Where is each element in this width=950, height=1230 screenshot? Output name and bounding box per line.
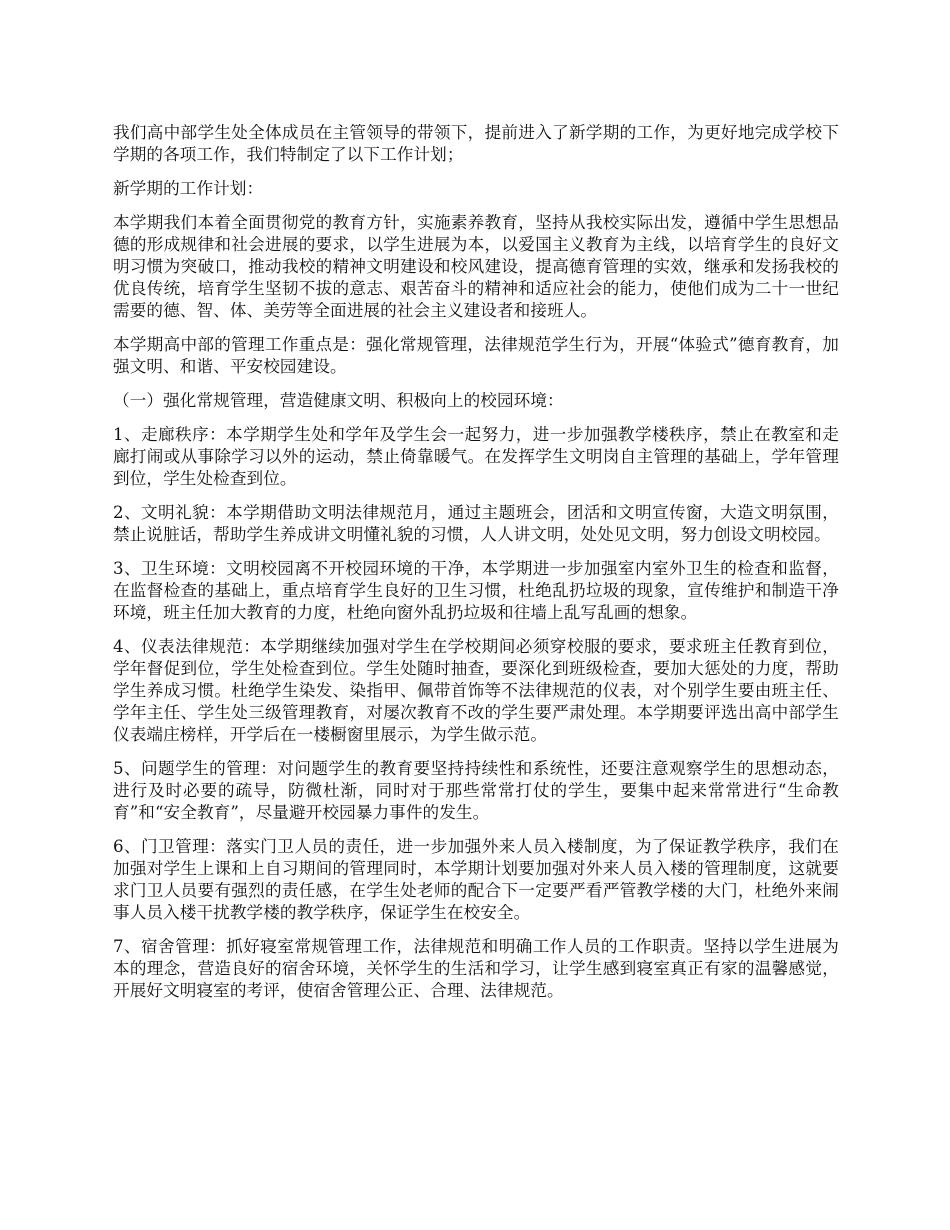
item-hygiene: 3、卫生环境：文明校园离不开校园环境的干净，本学期进一步加强室内室外卫生的检查和监督，在监督检查的基础上，重点培育学生良好的卫生习惯，杜绝乱扔垃圾的现象，宣传维护和制造干净环境，班主任加大教育的力度，杜绝向窗外乱扔垃圾和往墙上乱写乱画的想象。 (113, 559, 839, 622)
intro-paragraph: 我们高中部学生处全体成员在主管领导的带领下，提前进入了新学期的工作，为更好地完成学校下学期的各项工作，我们特制定了以下工作计划； (113, 123, 839, 164)
item-gatekeeping: 6、门卫管理：落实门卫人员的责任，进一步加强外来人员入楼制度，为了保证教学秩序，我们在加强对学生上课和上自习期间的管理同时，本学期计划要加强对外来人员入楼的管理制度，这就要求门卫人员要有强烈的责任感，在学生处老师的配合下一定要严看严管教学楼的大门，杜绝外来闹事人员入楼干扰教学楼的教学秩序，保证学生在校安全。 (113, 837, 839, 922)
management-focus-paragraph: 本学期高中部的管理工作重点是：强化常规管理，法律规范学生行为，开展“体验式”德育教育，加强文明、和谐、平安校园建设。 (113, 335, 839, 376)
item-appearance: 4、仪表法律规范：本学期继续加强对学生在学校期间必须穿校服的要求，要求班主任教育到位，学年督促到位，学生处检查到位。学生处随时抽查，要深化到班级检查，要加大惩处的力度，帮助学生养成习惯。杜绝学生染发、染指甲、佩带首饰等不法律规范的仪表，对个别学生要由班主任、学年主任、学生处三级管理教育，对屡次教育不改的学生要严肃处理。本学期要评选出高中部学生仪表端庄榜样，开学后在一楼橱窗里展示，为学生做示范。 (113, 637, 839, 744)
document-body (113, 122, 839, 1014)
plan-heading: 新学期的工作计划： (113, 179, 264, 198)
guiding-principle-paragraph: 本学期我们本着全面贯彻党的教育方针，实施素养教育，坚持从我校实际出发，遵循中学生思想品德的形成规律和社会进展的要求，以学生进展为本，以爱国主义教育为主线，以培育学生的良好文明习惯为突破口，推动我校的精神文明建设和校风建设，提高德育管理的实效，继承和发扬我校的优良传统，培育学生坚韧不拔的意志、艰苦奋斗的精神和适应社会的能力，使他们成为二十一世纪需要的德、智、体、美劳等全面进展的社会主义建设者和接班人。 (113, 213, 839, 320)
item-dormitory: 7、宿舍管理：抓好寝室常规管理工作，法律规范和明确工作人员的工作职责。坚持以学生进展为本的理念，营造良好的宿舍环境，关怀学生的生活和学习，让学生感到寝室真正有家的温馨感觉，开展好文明寝室的考评，使宿舍管理公正、合理、法律规范。 (113, 937, 839, 1000)
item-corridor-order: 1、走廊秩序：本学期学生处和学年及学生会一起努力，进一步加强教学楼秩序，禁止在教室和走廊打闹或从事除学习以外的运动，禁止倚靠暖气。在发挥学生文明岗自主管理的基础上，学年管理到位，学生处检查到位。 (113, 425, 839, 488)
item-civility: 2、文明礼貌：本学期借助文明法律规范月，通过主题班会，团活和文明宣传窗，大造文明氛围，禁止说脏话，帮助学生养成讲文明懂礼貌的习惯，人人讲文明，处处见文明，努力创设文明校园。 (113, 503, 839, 544)
section-one-heading: （一）强化常规管理，营造健康文明、积极向上的校园环境： (113, 391, 564, 410)
item-problem-students: 5、问题学生的管理：对问题学生的教育要坚持持续性和系统性，还要注意观察学生的思想动态，进行及时必要的疏导，防微杜渐，同时对于那些常常打仗的学生，要集中起来常常进行“生命教育”和“安全教育”，尽量避开校园暴力事件的发生。 (113, 759, 839, 822)
